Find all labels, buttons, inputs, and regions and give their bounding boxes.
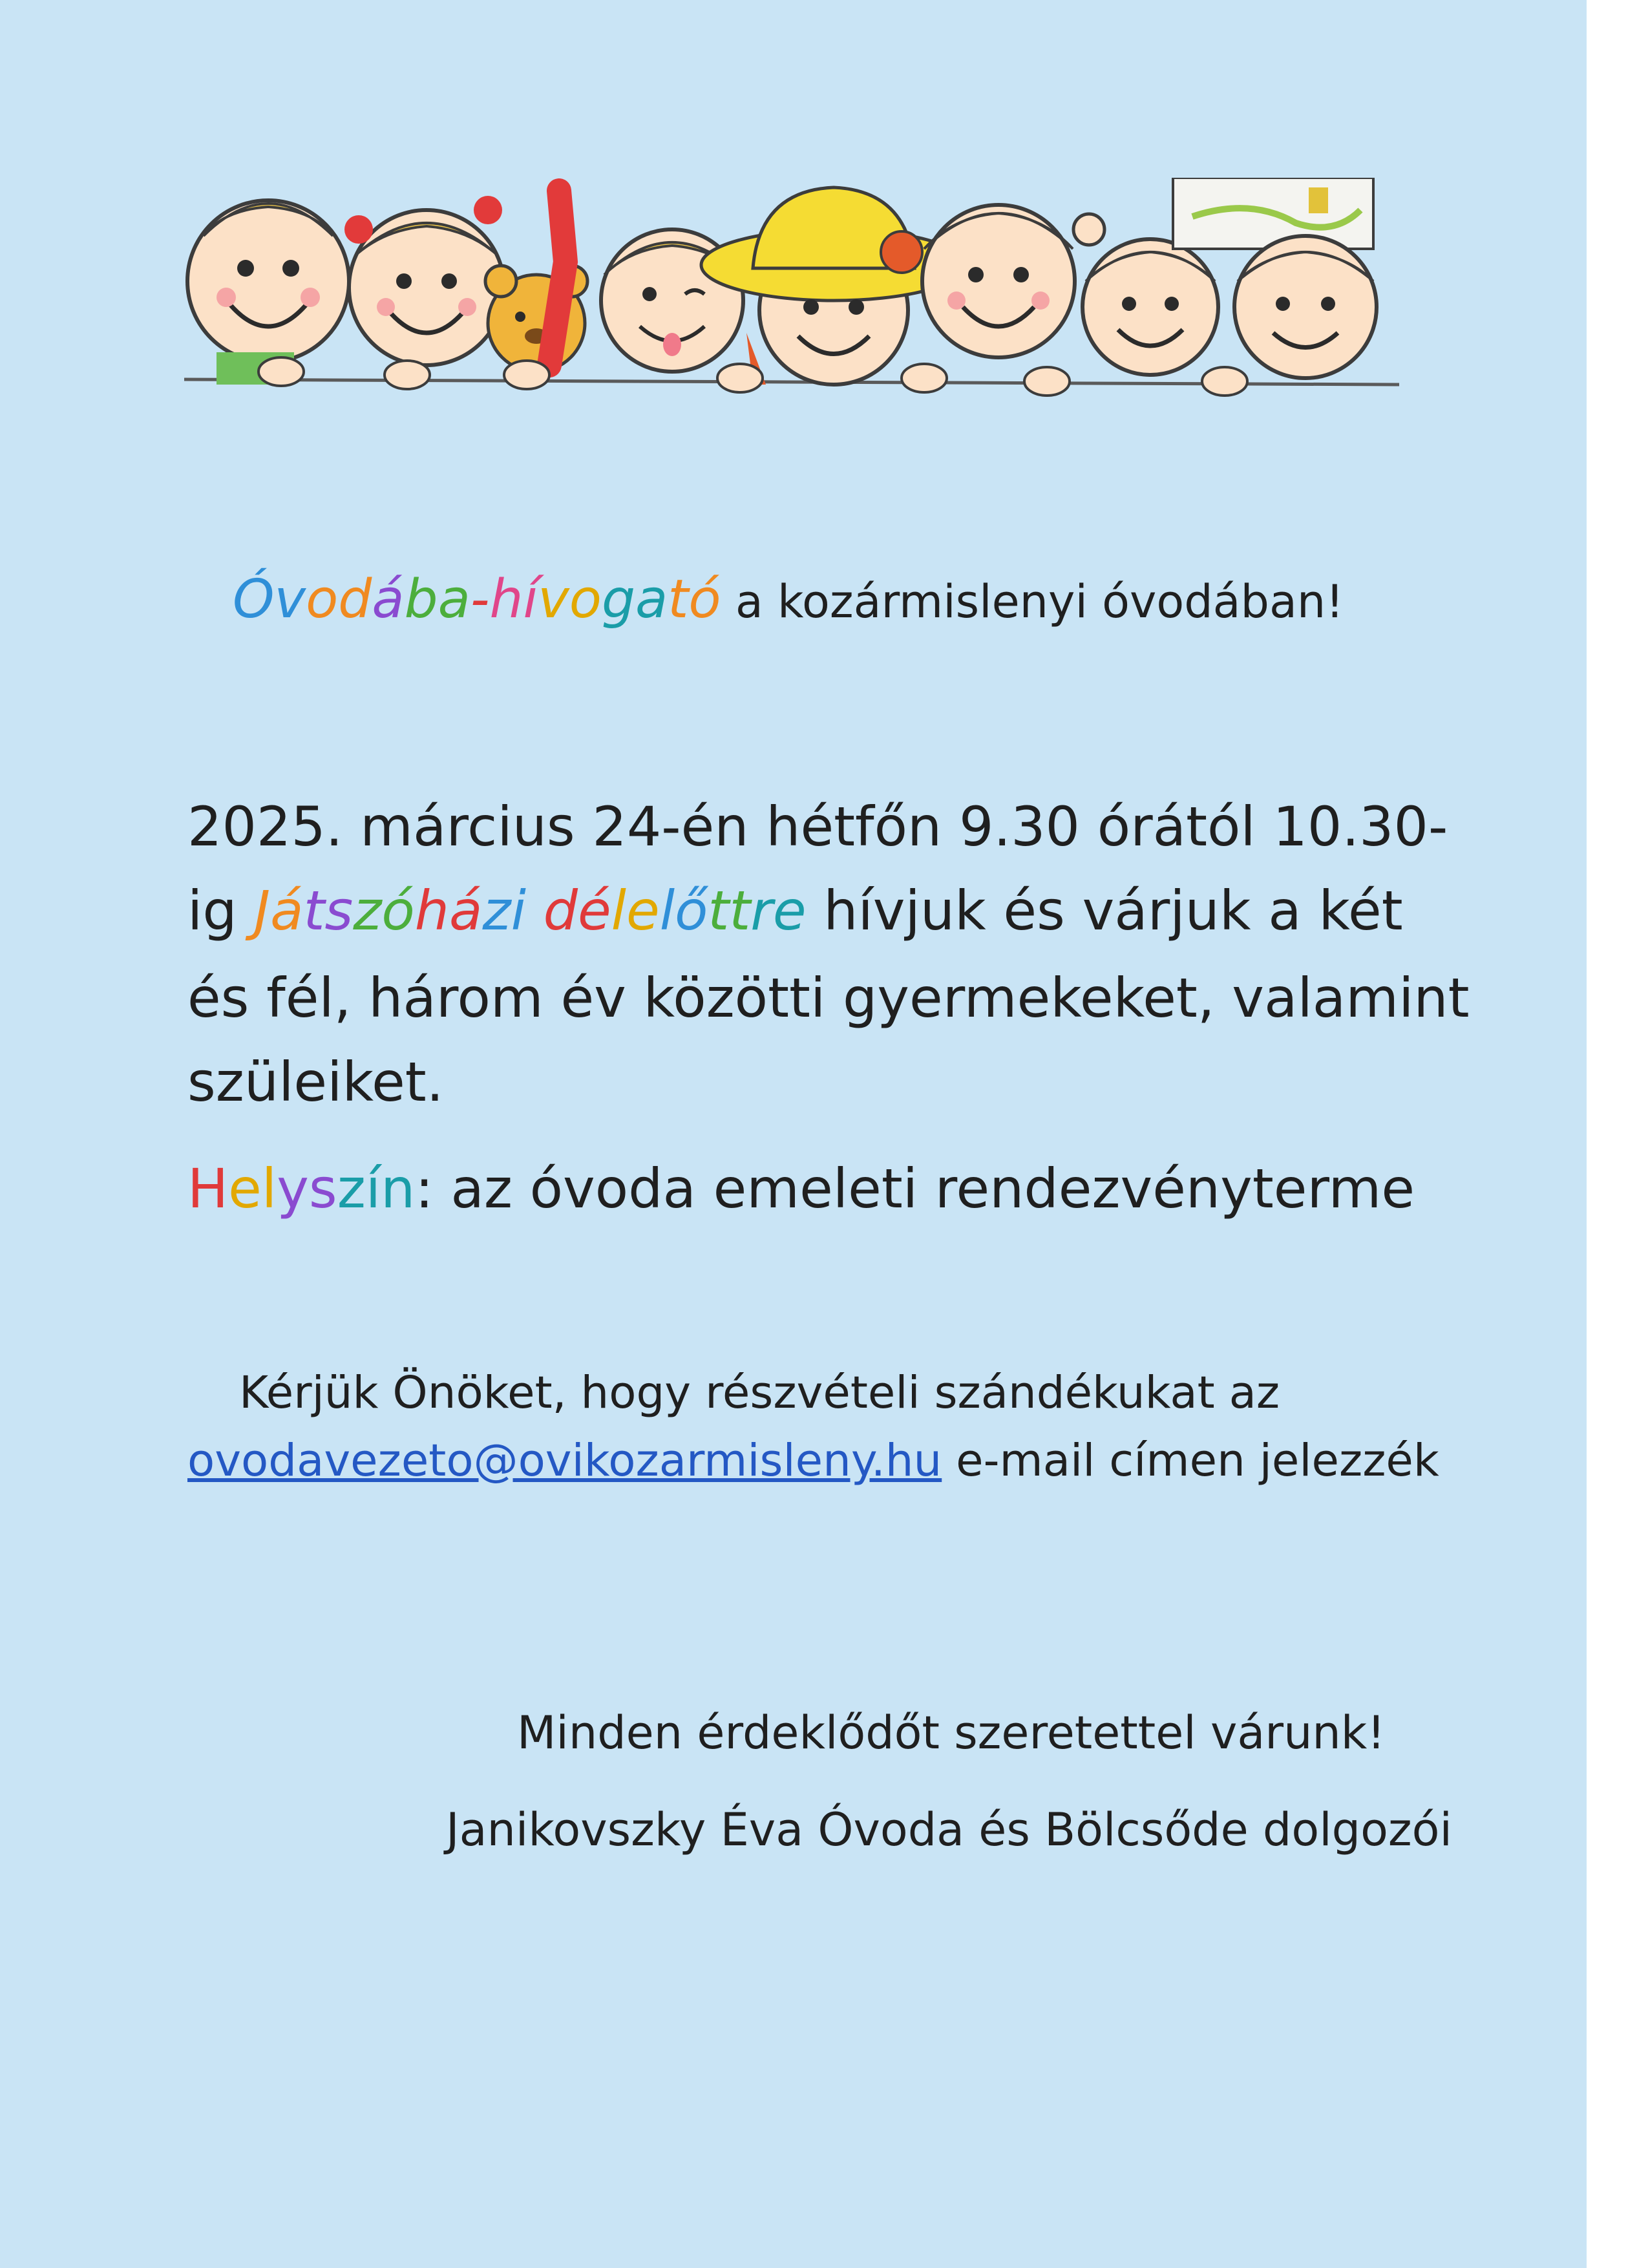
location-line: Helyszín: az óvoda emeleti rendezvényterme (187, 1157, 1415, 1220)
signature-line: Janikovszky Éva Óvoda és Bölcsőde dolgozói (446, 1803, 1452, 1856)
rsvp-line-1: Kérjük Önöket, hogy részvételi szándékukat az (239, 1367, 1280, 1419)
announcement-line-4: szüleiket. (187, 1050, 444, 1114)
raised-arm (549, 191, 565, 365)
announcement-line-3: és fél, három év közötti gyermekeket, valamint (187, 966, 1470, 1030)
email-link[interactable]: ovodavezeto@ovikozarmisleny.hu (187, 1435, 942, 1487)
closing-line: Minden érdeklődőt szeretettel várunk! (517, 1706, 1386, 1759)
announcement-line-2: ig Játszóházi délelőttre hívjuk és várjuk a két (187, 879, 1403, 942)
child-face-5 (922, 205, 1075, 357)
announcement-line-1: 2025. március 24-én hétfőn 9.30 órától 10.30- (187, 795, 1448, 858)
title-rest: a kozármislenyi óvodában! (721, 575, 1344, 628)
child-face-2 (344, 196, 504, 365)
scan-margin (1587, 0, 1648, 2268)
location-value: : az óvoda emeleti rendezvényterme (415, 1157, 1415, 1220)
rsvp-line-2: ovodavezeto@ovikozarmisleny.hu e-mail címen jelezzék (187, 1435, 1439, 1487)
title-highlight: Óvodába-hívogató (233, 569, 721, 630)
invitation-title (233, 569, 1344, 630)
children-banner-illustration (184, 178, 1399, 397)
child-face-1 (187, 200, 349, 385)
event-name-highlight: Játszóházi délelőttre (254, 879, 807, 942)
